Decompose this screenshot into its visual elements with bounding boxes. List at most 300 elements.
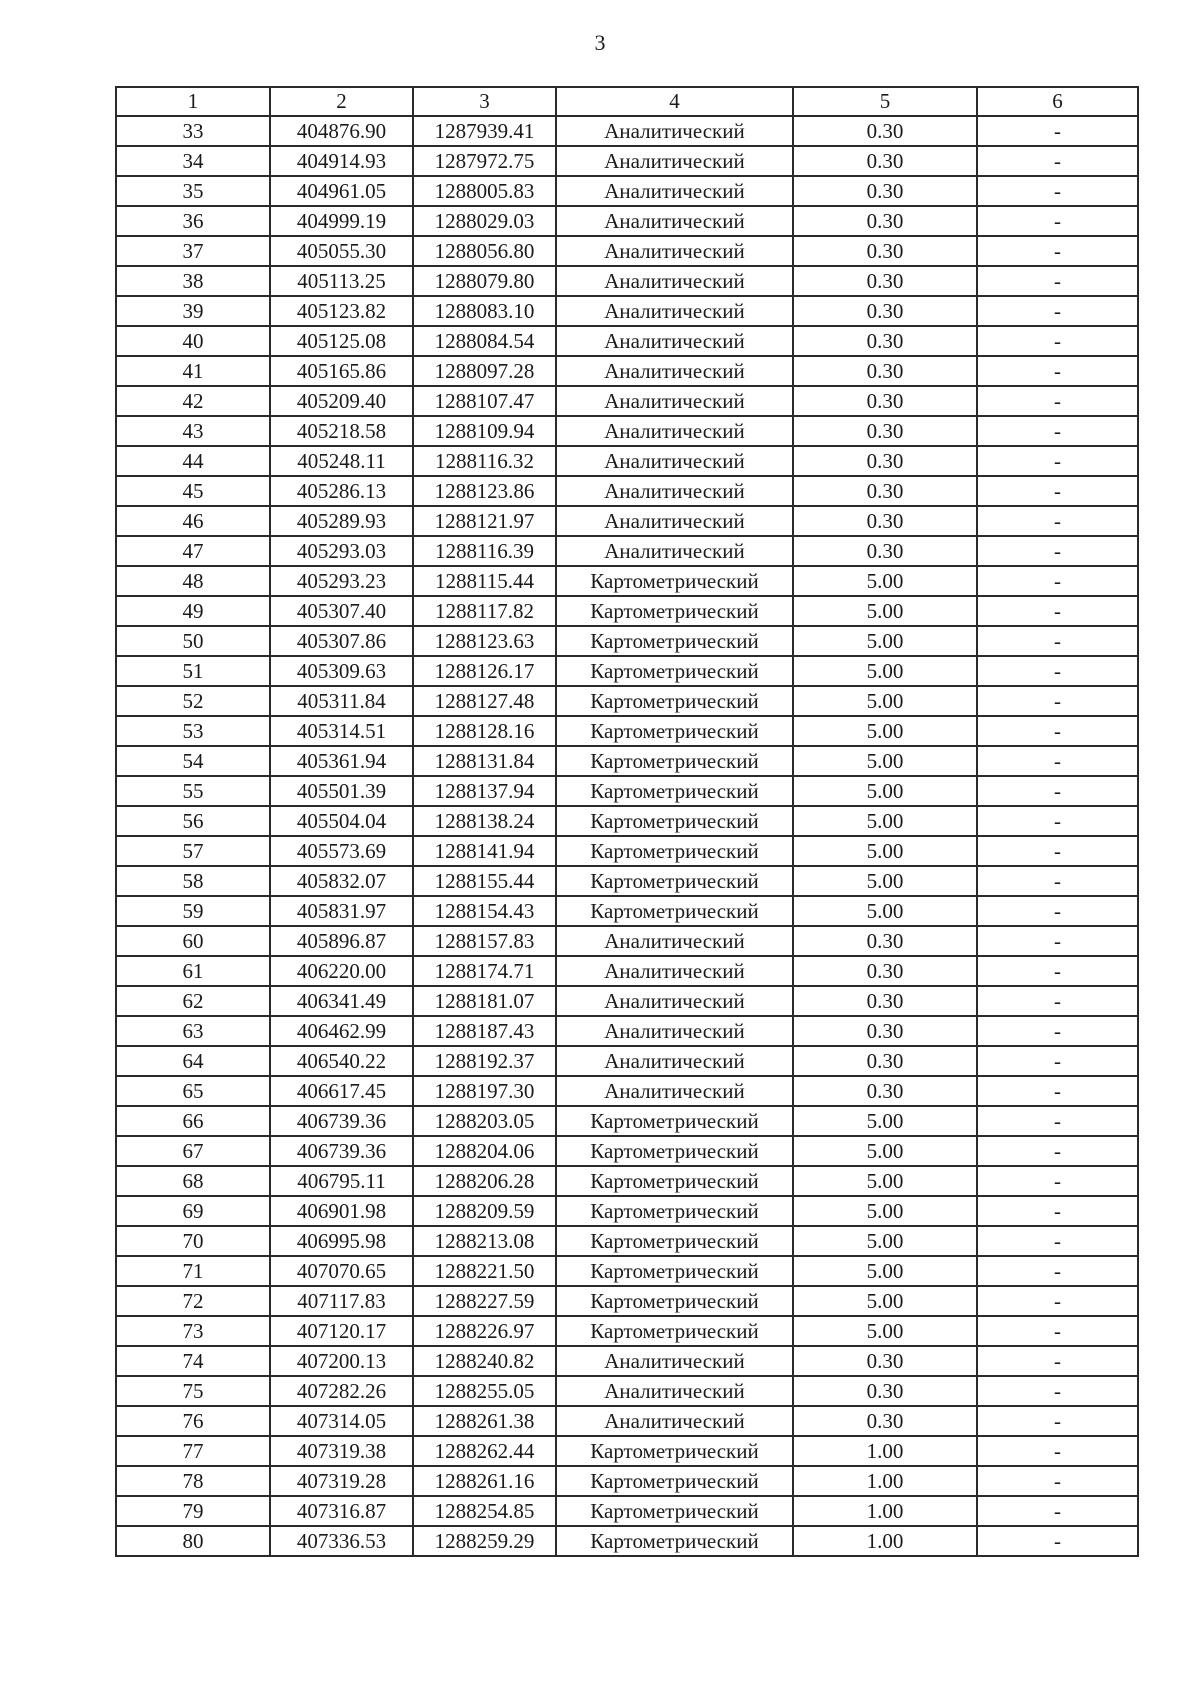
table-row bbox=[116, 1496, 1138, 1526]
table-row bbox=[116, 1406, 1138, 1436]
method-cell: Аналитический bbox=[556, 536, 793, 566]
point-number-cell: 60 bbox=[116, 926, 270, 956]
point-number-cell: 55 bbox=[116, 776, 270, 806]
point-number-cell: 72 bbox=[116, 1286, 270, 1316]
accuracy-cell: 5.00 bbox=[793, 656, 977, 686]
method-cell: Аналитический bbox=[556, 416, 793, 446]
note-cell: - bbox=[977, 236, 1138, 266]
table-row bbox=[116, 506, 1138, 536]
table-row bbox=[116, 386, 1138, 416]
note-cell: - bbox=[977, 116, 1138, 146]
table-row bbox=[116, 1346, 1138, 1376]
x-coordinate-cell: 405218.58 bbox=[270, 416, 413, 446]
accuracy-cell: 1.00 bbox=[793, 1496, 977, 1526]
accuracy-cell: 5.00 bbox=[793, 776, 977, 806]
y-coordinate-cell: 1288005.83 bbox=[413, 176, 556, 206]
point-number-cell: 50 bbox=[116, 626, 270, 656]
accuracy-cell: 5.00 bbox=[793, 836, 977, 866]
point-number-cell: 51 bbox=[116, 656, 270, 686]
point-number-cell: 68 bbox=[116, 1166, 270, 1196]
method-cell: Картометрический bbox=[556, 836, 793, 866]
y-coordinate-cell: 1288261.38 bbox=[413, 1406, 556, 1436]
x-coordinate-cell: 406220.00 bbox=[270, 956, 413, 986]
point-number-cell: 47 bbox=[116, 536, 270, 566]
note-cell: - bbox=[977, 746, 1138, 776]
y-coordinate-cell: 1288121.97 bbox=[413, 506, 556, 536]
point-number-cell: 41 bbox=[116, 356, 270, 386]
accuracy-cell: 5.00 bbox=[793, 806, 977, 836]
table-row bbox=[116, 1226, 1138, 1256]
x-coordinate-cell: 405307.40 bbox=[270, 596, 413, 626]
note-cell: - bbox=[977, 356, 1138, 386]
table-row bbox=[116, 1316, 1138, 1346]
note-cell: - bbox=[977, 416, 1138, 446]
y-coordinate-cell: 1288141.94 bbox=[413, 836, 556, 866]
x-coordinate-cell: 404999.19 bbox=[270, 206, 413, 236]
table-row bbox=[116, 1076, 1138, 1106]
point-number-cell: 34 bbox=[116, 146, 270, 176]
y-coordinate-cell: 1288155.44 bbox=[413, 866, 556, 896]
y-coordinate-cell: 1288181.07 bbox=[413, 986, 556, 1016]
table-row bbox=[116, 116, 1138, 146]
accuracy-cell: 0.30 bbox=[793, 356, 977, 386]
y-coordinate-cell: 1288127.48 bbox=[413, 686, 556, 716]
note-cell: - bbox=[977, 1166, 1138, 1196]
x-coordinate-cell: 406462.99 bbox=[270, 1016, 413, 1046]
table-row bbox=[116, 146, 1138, 176]
point-number-cell: 42 bbox=[116, 386, 270, 416]
accuracy-cell: 5.00 bbox=[793, 566, 977, 596]
note-cell: - bbox=[977, 506, 1138, 536]
x-coordinate-cell: 405311.84 bbox=[270, 686, 413, 716]
y-coordinate-cell: 1288138.24 bbox=[413, 806, 556, 836]
method-cell: Аналитический bbox=[556, 1346, 793, 1376]
method-cell: Картометрический bbox=[556, 1316, 793, 1346]
column-header-1: 1 bbox=[116, 87, 270, 116]
y-coordinate-cell: 1288154.43 bbox=[413, 896, 556, 926]
x-coordinate-cell: 405314.51 bbox=[270, 716, 413, 746]
y-coordinate-cell: 1288107.47 bbox=[413, 386, 556, 416]
accuracy-cell: 0.30 bbox=[793, 1376, 977, 1406]
table-row bbox=[116, 1376, 1138, 1406]
note-cell: - bbox=[977, 626, 1138, 656]
point-number-cell: 71 bbox=[116, 1256, 270, 1286]
method-cell: Аналитический bbox=[556, 146, 793, 176]
method-cell: Картометрический bbox=[556, 896, 793, 926]
table-row bbox=[116, 1106, 1138, 1136]
point-number-cell: 45 bbox=[116, 476, 270, 506]
y-coordinate-cell: 1288116.39 bbox=[413, 536, 556, 566]
point-number-cell: 57 bbox=[116, 836, 270, 866]
method-cell: Аналитический bbox=[556, 326, 793, 356]
table-row bbox=[116, 776, 1138, 806]
note-cell: - bbox=[977, 1376, 1138, 1406]
accuracy-cell: 0.30 bbox=[793, 1016, 977, 1046]
accuracy-cell: 0.30 bbox=[793, 266, 977, 296]
point-number-cell: 33 bbox=[116, 116, 270, 146]
method-cell: Аналитический bbox=[556, 206, 793, 236]
x-coordinate-cell: 406739.36 bbox=[270, 1106, 413, 1136]
accuracy-cell: 5.00 bbox=[793, 626, 977, 656]
accuracy-cell: 0.30 bbox=[793, 176, 977, 206]
table-row bbox=[116, 416, 1138, 446]
accuracy-cell: 0.30 bbox=[793, 236, 977, 266]
y-coordinate-cell: 1288137.94 bbox=[413, 776, 556, 806]
y-coordinate-cell: 1288131.84 bbox=[413, 746, 556, 776]
note-cell: - bbox=[977, 536, 1138, 566]
note-cell: - bbox=[977, 1346, 1138, 1376]
method-cell: Аналитический bbox=[556, 986, 793, 1016]
table-row bbox=[116, 896, 1138, 926]
accuracy-cell: 5.00 bbox=[793, 746, 977, 776]
method-cell: Аналитический bbox=[556, 1376, 793, 1406]
table-row bbox=[116, 746, 1138, 776]
table-row bbox=[116, 1136, 1138, 1166]
accuracy-cell: 0.30 bbox=[793, 326, 977, 356]
page-number: 3 bbox=[594, 30, 606, 55]
note-cell: - bbox=[977, 926, 1138, 956]
y-coordinate-cell: 1288079.80 bbox=[413, 266, 556, 296]
x-coordinate-cell: 407336.53 bbox=[270, 1526, 413, 1556]
note-cell: - bbox=[977, 206, 1138, 236]
note-cell: - bbox=[977, 1226, 1138, 1256]
point-number-cell: 67 bbox=[116, 1136, 270, 1166]
y-coordinate-cell: 1288123.63 bbox=[413, 626, 556, 656]
point-number-cell: 74 bbox=[116, 1346, 270, 1376]
table-row bbox=[116, 176, 1138, 206]
method-cell: Картометрический bbox=[556, 1436, 793, 1466]
point-number-cell: 64 bbox=[116, 1046, 270, 1076]
x-coordinate-cell: 406617.45 bbox=[270, 1076, 413, 1106]
method-cell: Картометрический bbox=[556, 1256, 793, 1286]
table-row bbox=[116, 1166, 1138, 1196]
x-coordinate-cell: 405113.25 bbox=[270, 266, 413, 296]
method-cell: Аналитический bbox=[556, 1406, 793, 1436]
x-coordinate-cell: 405501.39 bbox=[270, 776, 413, 806]
note-cell: - bbox=[977, 1256, 1138, 1286]
y-coordinate-cell: 1288255.05 bbox=[413, 1376, 556, 1406]
table-row bbox=[116, 1466, 1138, 1496]
point-number-cell: 35 bbox=[116, 176, 270, 206]
method-cell: Аналитический bbox=[556, 1016, 793, 1046]
y-coordinate-cell: 1288123.86 bbox=[413, 476, 556, 506]
y-coordinate-cell: 1288254.85 bbox=[413, 1496, 556, 1526]
note-cell: - bbox=[977, 1316, 1138, 1346]
table-row bbox=[116, 956, 1138, 986]
method-cell: Картометрический bbox=[556, 1166, 793, 1196]
x-coordinate-cell: 407120.17 bbox=[270, 1316, 413, 1346]
note-cell: - bbox=[977, 1016, 1138, 1046]
x-coordinate-cell: 407316.87 bbox=[270, 1496, 413, 1526]
x-coordinate-cell: 405832.07 bbox=[270, 866, 413, 896]
x-coordinate-cell: 405361.94 bbox=[270, 746, 413, 776]
y-coordinate-cell: 1288116.32 bbox=[413, 446, 556, 476]
y-coordinate-cell: 1288221.50 bbox=[413, 1256, 556, 1286]
x-coordinate-cell: 406739.36 bbox=[270, 1136, 413, 1166]
y-coordinate-cell: 1288128.16 bbox=[413, 716, 556, 746]
x-coordinate-cell: 405055.30 bbox=[270, 236, 413, 266]
x-coordinate-cell: 405504.04 bbox=[270, 806, 413, 836]
accuracy-cell: 5.00 bbox=[793, 1166, 977, 1196]
accuracy-cell: 0.30 bbox=[793, 1346, 977, 1376]
method-cell: Картометрический bbox=[556, 566, 793, 596]
method-cell: Картометрический bbox=[556, 596, 793, 626]
method-cell: Аналитический bbox=[556, 1046, 793, 1076]
point-number-cell: 38 bbox=[116, 266, 270, 296]
x-coordinate-cell: 405248.11 bbox=[270, 446, 413, 476]
note-cell: - bbox=[977, 446, 1138, 476]
x-coordinate-cell: 407319.38 bbox=[270, 1436, 413, 1466]
coordinates-table bbox=[115, 86, 1139, 1557]
point-number-cell: 76 bbox=[116, 1406, 270, 1436]
note-cell: - bbox=[977, 146, 1138, 176]
table-row bbox=[116, 356, 1138, 386]
accuracy-cell: 5.00 bbox=[793, 1256, 977, 1286]
accuracy-cell: 0.30 bbox=[793, 296, 977, 326]
method-cell: Картометрический bbox=[556, 1226, 793, 1256]
table-body bbox=[116, 116, 1138, 1556]
y-coordinate-cell: 1288197.30 bbox=[413, 1076, 556, 1106]
point-number-cell: 46 bbox=[116, 506, 270, 536]
table-row bbox=[116, 446, 1138, 476]
accuracy-cell: 5.00 bbox=[793, 1136, 977, 1166]
x-coordinate-cell: 404876.90 bbox=[270, 116, 413, 146]
x-coordinate-cell: 406540.22 bbox=[270, 1046, 413, 1076]
point-number-cell: 69 bbox=[116, 1196, 270, 1226]
x-coordinate-cell: 405307.86 bbox=[270, 626, 413, 656]
point-number-cell: 79 bbox=[116, 1496, 270, 1526]
point-number-cell: 48 bbox=[116, 566, 270, 596]
method-cell: Картометрический bbox=[556, 1136, 793, 1166]
x-coordinate-cell: 405289.93 bbox=[270, 506, 413, 536]
method-cell: Аналитический bbox=[556, 446, 793, 476]
y-coordinate-cell: 1288029.03 bbox=[413, 206, 556, 236]
table-row bbox=[116, 206, 1138, 236]
table-row bbox=[116, 926, 1138, 956]
method-cell: Аналитический bbox=[556, 926, 793, 956]
x-coordinate-cell: 406901.98 bbox=[270, 1196, 413, 1226]
method-cell: Аналитический bbox=[556, 476, 793, 506]
table-row bbox=[116, 1046, 1138, 1076]
point-number-cell: 52 bbox=[116, 686, 270, 716]
method-cell: Картометрический bbox=[556, 1106, 793, 1136]
note-cell: - bbox=[977, 266, 1138, 296]
x-coordinate-cell: 404914.93 bbox=[270, 146, 413, 176]
table-row bbox=[116, 476, 1138, 506]
method-cell: Картометрический bbox=[556, 806, 793, 836]
accuracy-cell: 5.00 bbox=[793, 896, 977, 926]
table-header-row bbox=[116, 87, 1138, 116]
method-cell: Картометрический bbox=[556, 686, 793, 716]
note-cell: - bbox=[977, 716, 1138, 746]
y-coordinate-cell: 1288115.44 bbox=[413, 566, 556, 596]
method-cell: Аналитический bbox=[556, 266, 793, 296]
x-coordinate-cell: 407282.26 bbox=[270, 1376, 413, 1406]
column-header-6: 6 bbox=[977, 87, 1138, 116]
y-coordinate-cell: 1288206.28 bbox=[413, 1166, 556, 1196]
method-cell: Картометрический bbox=[556, 1466, 793, 1496]
x-coordinate-cell: 404961.05 bbox=[270, 176, 413, 206]
method-cell: Картометрический bbox=[556, 626, 793, 656]
method-cell: Аналитический bbox=[556, 116, 793, 146]
method-cell: Картометрический bbox=[556, 1286, 793, 1316]
note-cell: - bbox=[977, 566, 1138, 596]
y-coordinate-cell: 1288226.97 bbox=[413, 1316, 556, 1346]
point-number-cell: 75 bbox=[116, 1376, 270, 1406]
accuracy-cell: 0.30 bbox=[793, 986, 977, 1016]
note-cell: - bbox=[977, 986, 1138, 1016]
accuracy-cell: 5.00 bbox=[793, 716, 977, 746]
table-row bbox=[116, 656, 1138, 686]
table-row bbox=[116, 596, 1138, 626]
note-cell: - bbox=[977, 806, 1138, 836]
note-cell: - bbox=[977, 1136, 1138, 1166]
note-cell: - bbox=[977, 896, 1138, 926]
note-cell: - bbox=[977, 296, 1138, 326]
point-number-cell: 70 bbox=[116, 1226, 270, 1256]
method-cell: Аналитический bbox=[556, 296, 793, 326]
point-number-cell: 36 bbox=[116, 206, 270, 236]
accuracy-cell: 5.00 bbox=[793, 1226, 977, 1256]
table-row bbox=[116, 986, 1138, 1016]
y-coordinate-cell: 1287972.75 bbox=[413, 146, 556, 176]
table-row bbox=[116, 1526, 1138, 1556]
point-number-cell: 59 bbox=[116, 896, 270, 926]
method-cell: Картометрический bbox=[556, 746, 793, 776]
method-cell: Картометрический bbox=[556, 1196, 793, 1226]
y-coordinate-cell: 1288261.16 bbox=[413, 1466, 556, 1496]
y-coordinate-cell: 1288192.37 bbox=[413, 1046, 556, 1076]
point-number-cell: 37 bbox=[116, 236, 270, 266]
method-cell: Аналитический bbox=[556, 356, 793, 386]
x-coordinate-cell: 407319.28 bbox=[270, 1466, 413, 1496]
note-cell: - bbox=[977, 1466, 1138, 1496]
point-number-cell: 65 bbox=[116, 1076, 270, 1106]
note-cell: - bbox=[977, 176, 1138, 206]
y-coordinate-cell: 1288259.29 bbox=[413, 1526, 556, 1556]
point-number-cell: 56 bbox=[116, 806, 270, 836]
table-row bbox=[116, 866, 1138, 896]
note-cell: - bbox=[977, 1286, 1138, 1316]
x-coordinate-cell: 405309.63 bbox=[270, 656, 413, 686]
y-coordinate-cell: 1288084.54 bbox=[413, 326, 556, 356]
note-cell: - bbox=[977, 596, 1138, 626]
accuracy-cell: 0.30 bbox=[793, 1076, 977, 1106]
table-row bbox=[116, 236, 1138, 266]
y-coordinate-cell: 1288204.06 bbox=[413, 1136, 556, 1166]
note-cell: - bbox=[977, 836, 1138, 866]
y-coordinate-cell: 1288262.44 bbox=[413, 1436, 556, 1466]
table-row bbox=[116, 326, 1138, 356]
point-number-cell: 53 bbox=[116, 716, 270, 746]
x-coordinate-cell: 405165.86 bbox=[270, 356, 413, 386]
accuracy-cell: 5.00 bbox=[793, 1196, 977, 1226]
x-coordinate-cell: 405831.97 bbox=[270, 896, 413, 926]
table-row bbox=[116, 806, 1138, 836]
x-coordinate-cell: 405123.82 bbox=[270, 296, 413, 326]
point-number-cell: 40 bbox=[116, 326, 270, 356]
x-coordinate-cell: 405573.69 bbox=[270, 836, 413, 866]
method-cell: Картометрический bbox=[556, 866, 793, 896]
table-row bbox=[116, 686, 1138, 716]
method-cell: Картометрический bbox=[556, 1526, 793, 1556]
table-row bbox=[116, 266, 1138, 296]
accuracy-cell: 5.00 bbox=[793, 866, 977, 896]
note-cell: - bbox=[977, 656, 1138, 686]
table-row bbox=[116, 536, 1138, 566]
x-coordinate-cell: 407117.83 bbox=[270, 1286, 413, 1316]
y-coordinate-cell: 1288117.82 bbox=[413, 596, 556, 626]
method-cell: Картометрический bbox=[556, 656, 793, 686]
x-coordinate-cell: 407200.13 bbox=[270, 1346, 413, 1376]
method-cell: Аналитический bbox=[556, 236, 793, 266]
accuracy-cell: 0.30 bbox=[793, 476, 977, 506]
note-cell: - bbox=[977, 866, 1138, 896]
y-coordinate-cell: 1288109.94 bbox=[413, 416, 556, 446]
method-cell: Аналитический bbox=[556, 386, 793, 416]
accuracy-cell: 0.30 bbox=[793, 116, 977, 146]
column-header-4: 4 bbox=[556, 87, 793, 116]
table-row bbox=[116, 1196, 1138, 1226]
point-number-cell: 43 bbox=[116, 416, 270, 446]
y-coordinate-cell: 1288083.10 bbox=[413, 296, 556, 326]
point-number-cell: 77 bbox=[116, 1436, 270, 1466]
x-coordinate-cell: 406341.49 bbox=[270, 986, 413, 1016]
note-cell: - bbox=[977, 1496, 1138, 1526]
y-coordinate-cell: 1288187.43 bbox=[413, 1016, 556, 1046]
accuracy-cell: 0.30 bbox=[793, 446, 977, 476]
note-cell: - bbox=[977, 686, 1138, 716]
note-cell: - bbox=[977, 1076, 1138, 1106]
accuracy-cell: 5.00 bbox=[793, 596, 977, 626]
column-header-2: 2 bbox=[270, 87, 413, 116]
x-coordinate-cell: 405293.03 bbox=[270, 536, 413, 566]
accuracy-cell: 1.00 bbox=[793, 1466, 977, 1496]
note-cell: - bbox=[977, 386, 1138, 416]
x-coordinate-cell: 407070.65 bbox=[270, 1256, 413, 1286]
y-coordinate-cell: 1288240.82 bbox=[413, 1346, 556, 1376]
note-cell: - bbox=[977, 1406, 1138, 1436]
note-cell: - bbox=[977, 1196, 1138, 1226]
table-row bbox=[116, 1256, 1138, 1286]
table-row bbox=[116, 716, 1138, 746]
point-number-cell: 58 bbox=[116, 866, 270, 896]
y-coordinate-cell: 1287939.41 bbox=[413, 116, 556, 146]
note-cell: - bbox=[977, 956, 1138, 986]
point-number-cell: 61 bbox=[116, 956, 270, 986]
table-row bbox=[116, 836, 1138, 866]
method-cell: Картометрический bbox=[556, 1496, 793, 1526]
x-coordinate-cell: 405125.08 bbox=[270, 326, 413, 356]
note-cell: - bbox=[977, 1106, 1138, 1136]
point-number-cell: 73 bbox=[116, 1316, 270, 1346]
method-cell: Аналитический bbox=[556, 506, 793, 536]
point-number-cell: 62 bbox=[116, 986, 270, 1016]
y-coordinate-cell: 1288227.59 bbox=[413, 1286, 556, 1316]
table-row bbox=[116, 1436, 1138, 1466]
point-number-cell: 54 bbox=[116, 746, 270, 776]
point-number-cell: 78 bbox=[116, 1466, 270, 1496]
accuracy-cell: 0.30 bbox=[793, 536, 977, 566]
point-number-cell: 44 bbox=[116, 446, 270, 476]
accuracy-cell: 0.30 bbox=[793, 956, 977, 986]
note-cell: - bbox=[977, 1436, 1138, 1466]
note-cell: - bbox=[977, 326, 1138, 356]
x-coordinate-cell: 406995.98 bbox=[270, 1226, 413, 1256]
x-coordinate-cell: 405896.87 bbox=[270, 926, 413, 956]
accuracy-cell: 5.00 bbox=[793, 686, 977, 716]
accuracy-cell: 0.30 bbox=[793, 1046, 977, 1076]
